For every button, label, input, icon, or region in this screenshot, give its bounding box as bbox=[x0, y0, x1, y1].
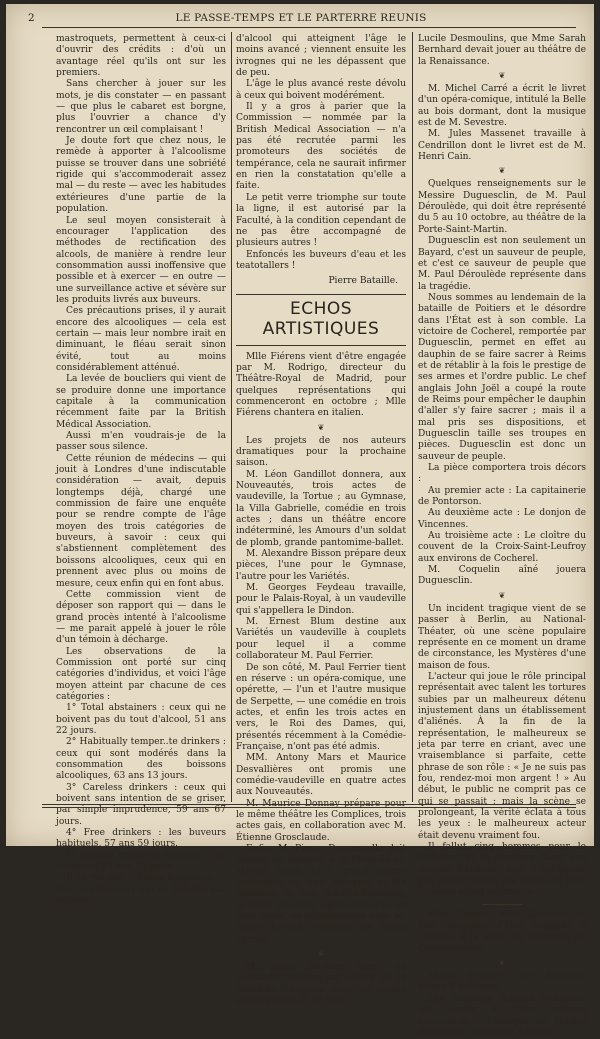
paragraph: Les projets de nos auteurs dramatiques pour la prochaine saison. bbox=[236, 435, 406, 469]
paragraph: Au troisième acte : Le cloître du couvent de la Croix-Saint-Leufroy aux environs de Cocherel. bbox=[418, 531, 586, 564]
paragraph: Nous sommes au lendemain de la bataille de Poitiers et le désordre dans l'État est à son comble. La victoire de Cocherel, remportée par Duguesclin, permet en effet au dauphin de se faire sacrer à Reims et de rétablir à la fois le prestige de ses armes et l'ordre public. Le chef anglais John Joël a coupé la route de Reims pour empêcher le dauphin d'aller s'y faire sacrer ; mais il a mal pris ses dispositions, et Duguesclin taille ses troupes en pièces. Duguesclin est donc un sauveur de peuple. bbox=[418, 292, 586, 462]
paragraph: M. Coquelin aîné jouera Duguesclin. bbox=[418, 565, 586, 587]
ornament-icon: ❦ bbox=[317, 949, 325, 959]
paragraph: mastroquets, permettent à ceux-ci d'ouvrir des crédits : d'où un avantage réel qu'ils ont sur les premiers. bbox=[56, 34, 226, 79]
section-rule bbox=[236, 345, 406, 346]
column-2 bbox=[236, 34, 406, 1007]
list-item: 4° Free drinkers : les buveurs habituels, 57 ans 59 jours. bbox=[56, 828, 226, 850]
section-title: ECHOS ARTISTIQUES bbox=[262, 298, 380, 339]
ornament-icon: ❦ bbox=[498, 71, 506, 81]
section-rule bbox=[236, 294, 406, 295]
list-item: 1° Total abstainers : ceux qui ne boivent pas du tout d'alcool, 51 ans 22 jours. bbox=[56, 703, 226, 736]
list-item: 2° Habitually temper..te drinkers : ceux qui sont modérés dans la consommation des boissons alcooliques, 63 ans 13 jours. bbox=[56, 737, 226, 782]
column-1 bbox=[56, 34, 226, 907]
paragraph: Un incident tragique vient de se passer à Berlin, au National-Théater, où une scène populaire représente en ce moment un drame de circonstance, les Mystères d'une maison de fous. bbox=[418, 603, 586, 671]
column-divider bbox=[231, 32, 232, 802]
paragraph: M. Jules Barbier vient de demander lecture au comité de la Comédie-Française pour un drame en cinq actes et en vers, bbox=[236, 962, 406, 1007]
paragraph: Je doute fort que chez nous, le remède à apporter à l'alcoolisme puisse se trouver dans une sobriété rigide qui s'accommoderait assez mal — du reste — avec les habitudes extérieures d'une partie de la population. bbox=[56, 136, 226, 215]
paragraph: MM. Antony Mars et Maurice Desvallières ont promis une comédie-vaudeville en quatre actes aux Nouveautés. bbox=[236, 753, 406, 798]
paragraph: Milan prépare une brillante saison d'automne. bbox=[418, 971, 586, 993]
paragraph: M. Ernest Blum destine aux Variétés un vaudeville à couplets pour lequel il a comme collaborateur M. Paul Ferrier. bbox=[236, 617, 406, 662]
ornament-icon: ❦ bbox=[498, 166, 506, 176]
newspaper-page bbox=[6, 4, 594, 1038]
paragraph: Il en résulte — chose singulière — que ce sont ceux qui ne boivent pas du tout bbox=[56, 873, 226, 907]
paragraph: Aussi m'en voudrais-je de la passer sous silence. bbox=[56, 431, 226, 453]
paragraph: Mlle Combe, MM. Courtois et Poly viennent d'être engagés à l'Opéra, à la suite du concours du Conservatoire. bbox=[418, 909, 586, 954]
paragraph: La pièce comportera trois décors : bbox=[418, 463, 586, 485]
paragraph: Les journaux italiens indiquent les pièces à jouer comme nouveautés : l'Attaque du Moulin (Bruneau) ; Ninon de Lenclos bbox=[418, 993, 586, 1038]
paragraph: Quelques renseignements sur le Messire Duguesclin, de M. Paul Déroulède, qui doit être représenté du 5 au 10 octobre, au théâtre de la Porte-Saint-Martin. bbox=[418, 179, 586, 235]
page-header bbox=[28, 12, 574, 26]
paragraph: Ces précautions prises, il y aurait encore des alcooliques — cela est certain — mais leur nombre irait en diminuant, le fléau serait sinon évité, tout au moins considérablement atténué. bbox=[56, 306, 226, 373]
paragraph: Mlle Fiérens vient d'être engagée par M. Rodrigo, directeur du Théâtre-Royal de Madrid, pour quelques représentations qui commenceront en octobre ; Mlle Fiérens chantera en italien. bbox=[236, 351, 406, 419]
paragraph: Enfin, M. Pierre Decourcelle doit donner en octobre, à la Porte-Saint-Martin, Louis XVII, grand drame historique en trois époques et dix tableaux, et aux Bouffes-Parisiens, la Belle épicière, opéra-comique en trois actes, en collaboration avec M. Henri Keroul, musique de Louis Varney. bbox=[236, 844, 406, 945]
paragraph: Cette commission vient de déposer son rapport qui — dans le grand procès intenté à l'alcoolisme — me parait appelé à jouer le rôle d'un témoin à décharge. bbox=[56, 589, 226, 646]
ornament-icon: ❦ bbox=[498, 958, 506, 968]
paragraph: La levée de boucliers qui vient de se produire donne une importance capitale à la communication récemment faite par la British Médical Association. bbox=[56, 374, 226, 430]
paragraph: Le seul moyen consisterait à encourager l'application des méthodes de rectification des alcools, de manière à rendre leur consommation aussi inoffensive que possible et à exercer — en outre — une surveillance active et sévère sur les produits livrés aux buveurs. bbox=[56, 215, 226, 305]
paragraph: d'alcool qui atteignent l'âge le moins avancé ; viennent ensuite les ivrognes qui ne les dépassent que de peu. bbox=[236, 34, 406, 79]
list-item: 5° Decialy imperate drinkers : les ivrognes, 53 ans 13 jours. bbox=[56, 850, 226, 873]
article-signature: Pierre Bataille. bbox=[328, 276, 398, 287]
column-divider bbox=[412, 32, 413, 802]
footer-rule bbox=[42, 807, 576, 808]
paragraph: M. Maurice Donnay prépare pour le même théâtre les Complices, trois actes gais, en collaboration avec M. Étienne Grosclaude. bbox=[236, 798, 406, 843]
paragraph: Lucile Desmoulins, que Mme Sarah Bernhard devait jouer au théâtre de la Renaissance. bbox=[418, 34, 586, 67]
paragraph: Sans chercher à jouer sur les mots, je dis constater — en passant — que plus le cabaret est borgne, plus l'ouvrier a chance d'y rencontrer un œil complaisant ! bbox=[56, 79, 226, 135]
header-rule bbox=[42, 27, 576, 28]
paragraph: M. Léon Gandillot donnera, aux Nouveautés, trois actes de vaudeville, la Tortue ; au Gymnase, la Villa Gabrielle, comédie en trois actes ; dans un théâtre encore indéterminé, les Amours d'un soldat de plomb, grande pantomime-ballet. bbox=[236, 469, 406, 548]
separator-rule bbox=[482, 904, 522, 905]
paragraph: L'âge le plus avancé reste dévolu à ceux qui boivent modérément. bbox=[236, 79, 406, 101]
column-3 bbox=[418, 34, 586, 1038]
ornament-icon: ❦ bbox=[317, 422, 325, 432]
paragraph: M. Michel Carré a écrit le livret d'un opéra-comique, intitulé la Belle au bois dormant, dont la musique est de M. Sevestre. bbox=[418, 84, 586, 129]
paragraph: M. Alexandre Bisson prépare deux pièces, l'une pour le Gymnase, l'autre pour les Variétés. bbox=[236, 549, 406, 582]
paragraph: L'acteur qui joue le rôle principal représentait avec talent les tortures subies par un malheureux détenu injustement dans un établissement d'aliénés. À la fin de la représentation, le malheureux se jeta par terre en criant, avec une vraisemblance si parfaite, cette phrase de son rôle : « Je ne suis pas fou, rendez-moi mon argent ! » Au début, le public ne comprit pas ce qui se passait ; mais la scène se prolongeant, la vérité éclata à tous les yeux : le malheureux acteur était devenu vraiment fou. bbox=[418, 671, 586, 841]
paragraph: Cette réunion de médecins — qui jouit à Londres d'une indiscutable considération — avait, depuis longtemps déjà, chargé une commission de faire une enquête pour se rendre compte de l'âge moyen des trois catégories de buveurs, à savoir : ceux qui s'abstiennent complètement des boissons alcooliques, ceux qui en prennent avec plus ou moins de mesure, ceux enfin qui en font abus. bbox=[56, 453, 226, 589]
list-item: 3° Careless drinkers : ceux qui boivent sans intention de se griser, par simple imprudence, 59 ans 67 jours. bbox=[56, 782, 226, 827]
paragraph: De son côté, M. Paul Ferrier tient en réserve : un opéra-comique, une opérette, — l'un et l'autre musique de Serpette, — une comédie en trois actes, et enfin les trois actes en vers, le Roi des Dames, qui, présentés récemment à la Comédie-Française, n'ont pas été admis. bbox=[236, 662, 406, 752]
journal-title: LE PASSE-TEMPS ET LE PARTERRE REUNIS bbox=[175, 12, 427, 24]
paragraph: M. Jules Massenet travaille à Cendrillon dont le livret est de M. Henri Cain. bbox=[418, 129, 586, 163]
footer-rule bbox=[42, 804, 576, 805]
ornament-icon: ❦ bbox=[498, 590, 506, 600]
paragraph: Les observations de la Commission ont porté sur cinq catégories d'individus, et voici l'âge moyen atteint par chacune de ces catégories : bbox=[56, 646, 226, 702]
paragraph: Il fallut cinq hommes pour le maîtriser et le conduire dans une maison d'aliénés, d'où il ne paraît pas devoir sortir, ses crises de folie furieuse ayant augmenté. bbox=[418, 842, 586, 898]
paragraph: Il y a gros à parier que la Commission — nommée par la British Medical Association — n'a pas été recrutée parmi les promoteurs des sociétés de tempérance, cela ne saurait infirmer en rien la constatation qu'elle a faite. bbox=[236, 102, 406, 192]
paragraph: M. Georges Feydeau travaille, pour le Palais-Royal, à un vaudeville qui s'appellera le Dindon. bbox=[236, 583, 406, 616]
paragraph: Au deuxième acte : Le donjon de Vincennes. bbox=[418, 508, 586, 530]
paragraph: Duguesclin est non seulement un Bayard, c'est un sauveur de peuple, et c'est ce sauveur de peuple que M. Paul Déroulède représente dans la tragédie. bbox=[418, 236, 586, 292]
paragraph: Au premier acte : La capitainerie de Pontorson. bbox=[418, 485, 586, 508]
page-number: 2 bbox=[28, 12, 35, 24]
paragraph: Enfoncés les buveurs d'eau et les teatotallers ! bbox=[236, 249, 406, 271]
paragraph: Le petit verre triomphe sur toute la ligne, il est autorisé par la Faculté, à la condition cependant de ne pas être accompagné de plusieurs autres ! bbox=[236, 192, 406, 249]
